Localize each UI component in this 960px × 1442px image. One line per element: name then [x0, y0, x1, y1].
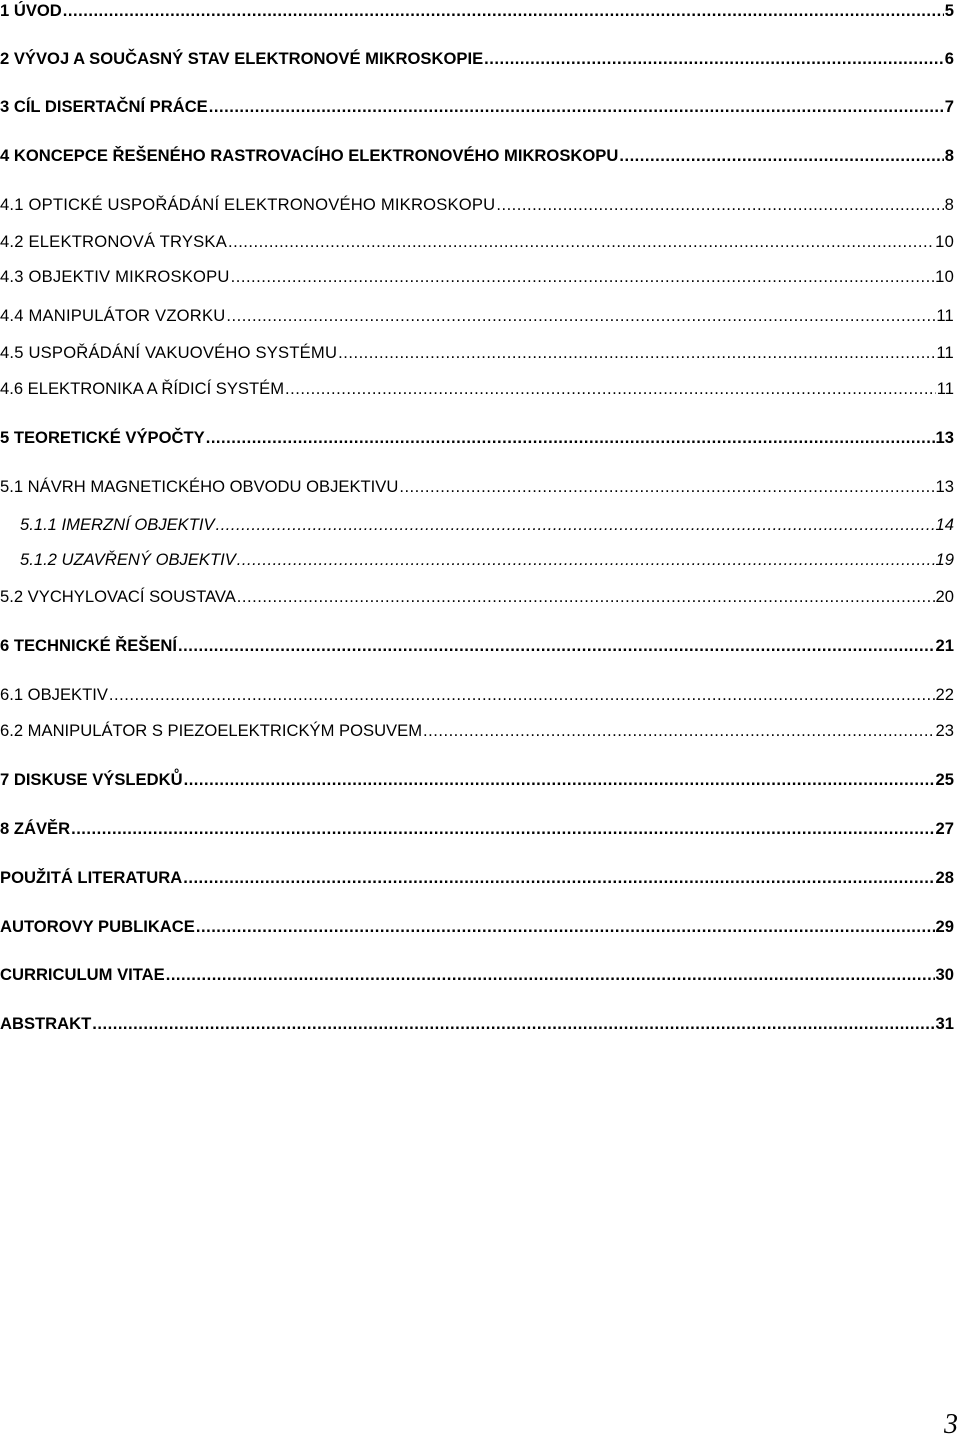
toc-entry-technicke[interactable] — [0, 635, 954, 657]
toc-entry-page: 21 — [935, 636, 954, 655]
toc-entry-6-2[interactable] — [0, 720, 954, 742]
toc-entry-4-2[interactable] — [0, 231, 954, 253]
dot-leader — [399, 476, 934, 498]
dot-leader — [338, 342, 935, 364]
toc-entry-4-4[interactable] — [0, 305, 954, 327]
dot-leader — [196, 916, 935, 938]
toc-entry-label: 4.3 OBJEKTIV MIKROSKOPU — [0, 267, 230, 286]
dot-leader — [484, 48, 944, 70]
toc-entry-teoreticke[interactable] — [0, 427, 954, 449]
toc-entry-cil[interactable] — [0, 96, 954, 118]
toc-entry-label: 6.1 OBJEKTIV — [0, 685, 108, 704]
toc-entry-label: 4 KONCEPCE ŘEŠENÉHO RASTROVACÍHO ELEKTRONOVÉHO MIKROSKOPU — [0, 146, 619, 165]
toc-entry-page: 11 — [936, 379, 954, 398]
toc-entry-page: 30 — [935, 965, 954, 984]
toc-entry-label: 4.4 MANIPULÁTOR VZORKU — [0, 306, 226, 325]
toc-entry-6-1[interactable] — [0, 684, 954, 706]
toc-entry-page: 20 — [935, 587, 954, 606]
toc-entry-page: 22 — [935, 685, 954, 704]
toc-entry-label: CURRICULUM VITAE — [0, 965, 165, 984]
toc-entry-label: 1 ÚVOD — [0, 1, 62, 20]
dot-leader — [209, 96, 944, 118]
toc-entry-page: 25 — [935, 770, 954, 789]
toc-entry-4-3[interactable] — [0, 266, 954, 288]
dot-leader — [237, 549, 935, 571]
toc-entry-diskuse[interactable] — [0, 769, 954, 791]
toc-entry-vyvoj[interactable] — [0, 48, 954, 70]
toc-entry-page: 23 — [935, 721, 954, 740]
toc-entry-4-1[interactable] — [0, 194, 954, 216]
dot-leader — [423, 720, 935, 742]
dot-leader — [619, 145, 943, 167]
toc-entry-page: 11 — [936, 306, 954, 325]
toc-entry-5-1[interactable] — [0, 476, 954, 498]
toc-entry-literatura[interactable] — [0, 867, 954, 889]
toc-entry-label: 7 DISKUSE VÝSLEDKŮ — [0, 770, 183, 789]
toc-entry-label: 4.5 USPOŘÁDÁNÍ VAKUOVÉHO SYSTÉMU — [0, 343, 338, 362]
dot-leader — [183, 867, 934, 889]
toc-entry-page: 7 — [944, 97, 954, 116]
toc-entry-label: 2 VÝVOJ A SOUČASNÝ STAV ELEKTRONOVÉ MIKROSKOPIE — [0, 49, 484, 68]
toc-entry-label: 3 CÍL DISERTAČNÍ PRÁCE — [0, 97, 208, 116]
dot-leader — [228, 231, 934, 253]
toc-entry-5-2[interactable] — [0, 586, 954, 608]
toc-entry-page: 13 — [935, 477, 954, 496]
dot-leader — [216, 514, 935, 536]
toc-entry-page: 13 — [935, 428, 954, 447]
toc-entry-label: 4.2 ELEKTRONOVÁ TRYSKA — [0, 232, 227, 251]
dot-leader — [92, 1013, 934, 1035]
dot-leader — [231, 266, 935, 288]
toc-entry-page: 27 — [935, 819, 954, 838]
toc-entry-label: 5.2 VYCHYLOVACÍ SOUSTAVA — [0, 587, 236, 606]
toc-entry-cv[interactable] — [0, 964, 954, 986]
toc-entry-page: 8 — [944, 195, 954, 214]
toc-entry-publikace[interactable] — [0, 916, 954, 938]
toc-entry-page: 31 — [935, 1014, 954, 1033]
dot-leader — [71, 818, 934, 840]
toc-entry-5-1-1[interactable] — [0, 514, 954, 536]
toc-entry-4-5[interactable] — [0, 342, 954, 364]
toc-entry-label: 6 TECHNICKÉ ŘEŠENÍ — [0, 636, 178, 655]
toc-entry-page: 10 — [935, 232, 954, 251]
toc-entry-koncepce[interactable] — [0, 145, 954, 167]
page-number: 3 — [944, 1409, 958, 1440]
toc-entry-uvod[interactable] — [0, 0, 954, 22]
dot-leader — [237, 586, 935, 608]
toc-entry-page: 28 — [935, 868, 954, 887]
toc-entry-label: AUTOROVY PUBLIKACE — [0, 917, 195, 936]
toc-entry-abstrakt[interactable] — [0, 1013, 954, 1035]
toc-entry-page: 29 — [935, 917, 954, 936]
toc-entry-label: 8 ZÁVĚR — [0, 819, 71, 838]
toc-entry-zaver[interactable] — [0, 818, 954, 840]
dot-leader — [166, 964, 935, 986]
toc-entry-label: 5.1.1 IMERZNÍ OBJEKTIV — [20, 515, 215, 534]
dot-leader — [206, 427, 935, 449]
dot-leader — [63, 0, 944, 22]
toc-entry-page: 6 — [944, 49, 954, 68]
toc-entry-page: 19 — [935, 550, 954, 569]
toc-entry-label: 4.6 ELEKTRONIKA A ŘÍDICÍ SYSTÉM — [0, 379, 285, 398]
dot-leader — [285, 378, 936, 400]
toc-entry-label: 5.1.2 UZAVŘENÝ OBJEKTIV — [20, 550, 236, 569]
toc-entry-label: ABSTRAKT — [0, 1014, 92, 1033]
dot-leader — [226, 305, 935, 327]
toc-entry-label: POUŽITÁ LITERATURA — [0, 868, 183, 887]
toc-entry-label: 6.2 MANIPULÁTOR S PIEZOELEKTRICKÝM POSUVEM — [0, 721, 423, 740]
toc-entry-page: 5 — [944, 1, 954, 20]
dot-leader — [184, 769, 935, 791]
dot-leader — [178, 635, 935, 657]
toc-entry-4-6[interactable] — [0, 378, 954, 400]
dot-leader — [109, 684, 935, 706]
toc-entry-page: 8 — [944, 146, 954, 165]
toc-entry-page: 14 — [935, 515, 954, 534]
toc-entry-5-1-2[interactable] — [0, 549, 954, 571]
dot-leader — [496, 194, 943, 216]
toc-entry-page: 11 — [936, 343, 954, 362]
toc-entry-page: 10 — [935, 267, 954, 286]
toc-entry-label: 5 TEORETICKÉ VÝPOČTY — [0, 428, 205, 447]
toc-entry-label: 4.1 OPTICKÉ USPOŘÁDÁNÍ ELEKTRONOVÉHO MIKROSKOPU — [0, 195, 496, 214]
toc-entry-label: 5.1 NÁVRH MAGNETICKÉHO OBVODU OBJEKTIVU — [0, 477, 399, 496]
